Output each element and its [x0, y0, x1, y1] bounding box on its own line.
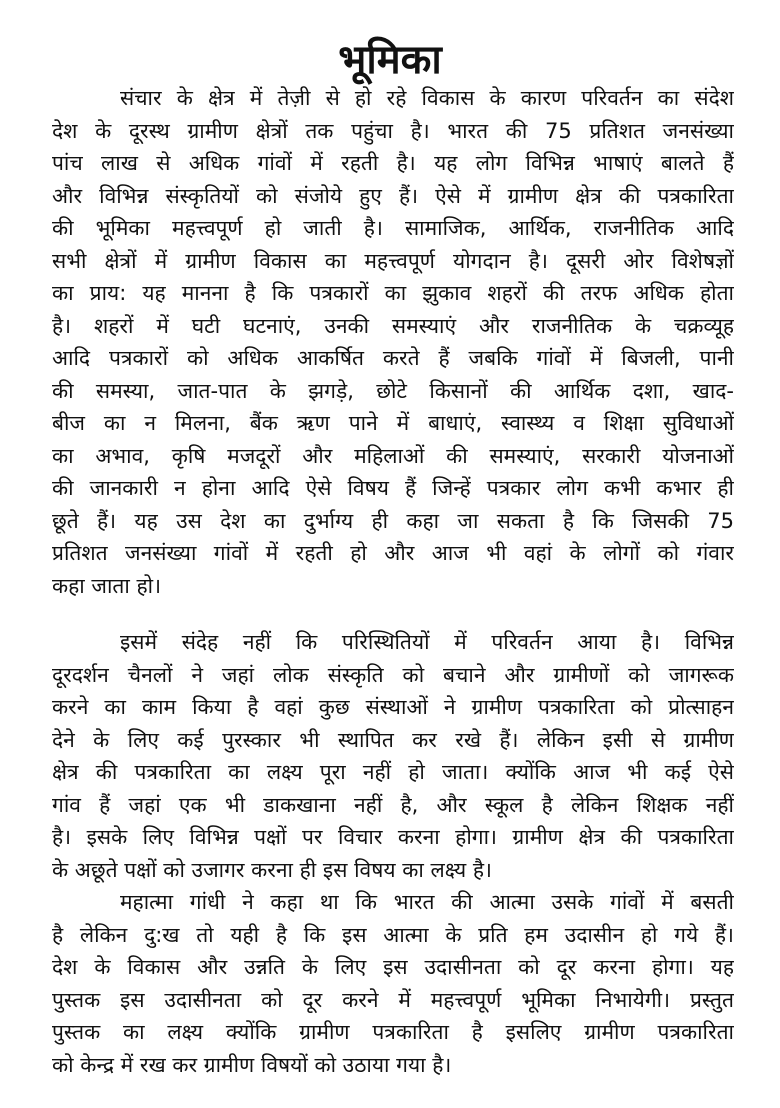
text-line: पुस्तक इस उदासीनता को दूर करने में महत्त्वपूर्ण भूमिका निभायेगी। प्रस्तुत — [52, 987, 734, 1012]
text-line: का प्राय: यह मानना है कि पत्रकारों का झुकाव शहरों की तरफ अधिक होता — [52, 281, 734, 305]
text-line: की समस्या, जात-पात के झगड़े, छोटे किसानों की आर्थिक दशा, खाद- — [52, 378, 734, 403]
paragraph-1 — [52, 82, 734, 602]
page-title: भूमिका — [338, 37, 442, 83]
text-line: और विभिन्न संस्कृतियों को संजोये हुए हैं। ऐसे में ग्रामीण क्षेत्र की पत्रकारिता — [52, 183, 734, 208]
text-line: पुस्तक का लक्ष्य क्योंकि ग्रामीण पत्रकारिता है इसलिए ग्रामीण पत्रकारिता — [52, 1020, 734, 1044]
text-line: छूते हैं। यह उस देश का दुर्भाग्य ही कहा जा सकता है कि जिसकी 75 — [52, 508, 734, 533]
text-line: है लेकिन दु:ख तो यही है कि इस आत्मा के प्रति हम उदासीन हो गये हैं। — [52, 922, 734, 947]
text-line: की भूमिका महत्त्वपूर्ण हो जाती है। सामाजिक, आर्थिक, राजनीतिक आदि — [52, 216, 734, 240]
text-line: कहा जाता हो। — [52, 573, 162, 598]
paragraph-2 — [52, 626, 734, 886]
paragraph-3 — [52, 886, 734, 1081]
text-line: है। शहरों में घटी घटनाएं, उनकी समस्याएं और राजनीतिक के चक्रव्यूह — [52, 313, 734, 338]
text-line: संचार के क्षेत्र में तेज़ी से हो रहे विकास के कारण परिवर्तन का संदेश — [120, 86, 734, 110]
text-line: क्षेत्र की पत्रकारिता का लक्ष्य पूरा नहीं हो जाता। क्योंकि आज भी कई ऐसे — [52, 760, 734, 784]
text-line: को केन्द्र में रख कर ग्रामीण विषयों को उठाया गया है। — [52, 1052, 452, 1077]
text-line: देने के लिए कई पुरस्कार भी स्थापित कर रखे हैं। लेकिन इसी से ग्रामीण — [52, 727, 734, 752]
text-line: पांच लाख से अधिक गांवों में रहती है। यह लोग विभिन्न भाषाएं बालते हैं — [52, 151, 734, 175]
text-line: है। इसके लिए विभिन्न पक्षों पर विचार करना होगा। ग्रामीण क्षेत्र की पत्रकारिता — [52, 825, 734, 849]
text-line: प्रतिशत जनसंख्या गांवों में रहती हो और आज भी वहां के लोगों को गंवार — [52, 541, 734, 565]
text-line: करने का काम किया है वहां कुछ संस्थाओं ने ग्रामीण पत्रकारिता को प्रोत्साहन — [52, 695, 734, 719]
text-line: महात्मा गांधी ने कहा था कि भारत की आत्मा उसके गांवों में बसती — [120, 890, 734, 914]
text-line: गांव हैं जहां एक भी डाकखाना नहीं है, और स्कूल है लेकिन शिक्षक नहीं — [52, 792, 734, 817]
text-line: की जानकारी न होना आदि ऐसे विषय हैं जिन्हें पत्रकार लोग कभी कभार ही — [52, 476, 734, 500]
text-line: देश के विकास और उन्नति के लिए इस उदासीनता को दूर करना होगा। यह — [52, 955, 734, 979]
text-line: का अभाव, कृषि मजदूरों और महिलाओं की समस्याएं, सरकारी योजनाओं — [52, 443, 734, 468]
text-line: दूरदर्शन चैनलों ने जहां लोक संस्कृति को बचाने और ग्रामीणों को जागरूक — [52, 662, 734, 687]
text-line: इसमें संदेह नहीं कि परिस्थितियों में परिवर्तन आया है। विभिन्न — [120, 630, 734, 654]
text-line: आदि पत्रकारों को अधिक आकर्षित करते हैं जबकि गांवों में बिजली, पानी — [52, 346, 734, 370]
text-line: के अछूते पक्षों को उजागर करना ही इस विषय का लक्ष्य है। — [52, 857, 493, 882]
text-line: देश के दूरस्थ ग्रामीण क्षेत्रों तक पहुंचा है। भारत की 75 प्रतिशत जनसंख्या — [52, 118, 734, 143]
text-line: बीज का न मिलना, बैंक ऋण पाने में बाधाएं, स्वास्थ्य व शिक्षा सुविधाओं — [52, 411, 734, 435]
text-line: सभी क्षेत्रों में ग्रामीण विकास का महत्त्वपूर्ण योगदान है। दूसरी ओर विशेषज्ञों — [52, 248, 734, 273]
